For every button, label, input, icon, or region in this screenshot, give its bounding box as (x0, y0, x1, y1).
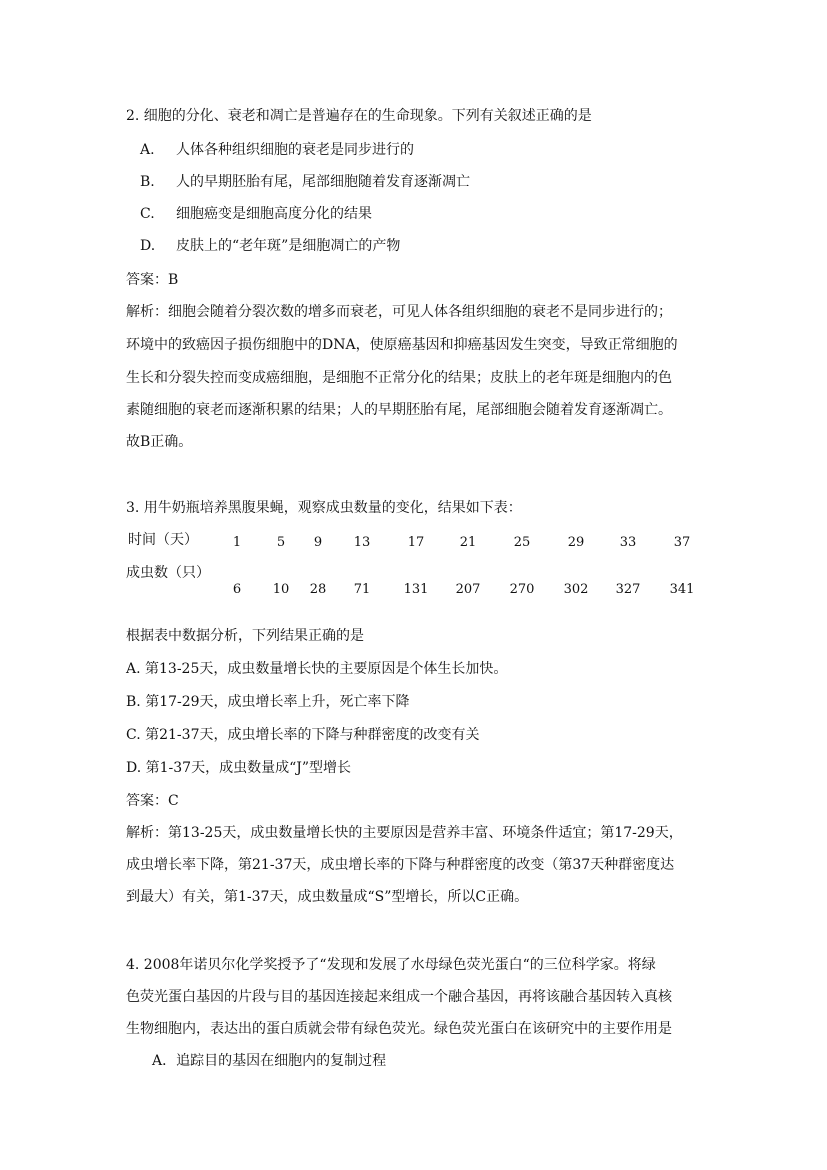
q4-stem-line: 生物细胞内，表达出的蛋白质就会带有绿色荧光。绿色荧光蛋白在该研究中的主要作用是 (126, 1021, 672, 1037)
q2-option-a-letter: A. (140, 142, 155, 158)
q2-option-c (140, 204, 372, 224)
q2-option-d-letter: D. (140, 238, 156, 254)
table-cell-day: 1 (232, 535, 242, 550)
q2-option-c-letter: C. (140, 206, 155, 222)
q3-analysis-line: 成虫增长率下降，第21-37天，成虫增长率的下降与种群密度的改变（第37天种群密度达 (126, 857, 675, 873)
table-cell-count: 131 (403, 582, 429, 597)
table-cell-count: 10 (272, 582, 290, 597)
q4-stem-line: 4. 2008年诺贝尔化学奖授予了“发现和发展了水母绿色荧光蛋白“的三位科学家。将绿 (126, 957, 656, 973)
table-cell-day: 21 (459, 535, 477, 550)
table-row-label-time: 时间（天） (128, 532, 198, 548)
q2-analysis-line: 生长和分裂失控而变成癌细胞，是细胞不正常分化的结果；皮肤上的老年斑是细胞内的色 (126, 370, 672, 386)
q2-option-a (140, 140, 414, 160)
table-cell-day: 33 (619, 535, 637, 550)
table-cell-count: 28 (309, 582, 327, 597)
q2-option-b (140, 172, 470, 192)
q4-option-a: A．追踪目的基因在细胞内的复制过程 (152, 1053, 387, 1069)
q2-option-c-text: 细胞癌变是细胞高度分化的结果 (176, 206, 372, 222)
table-cell-count: 327 (615, 582, 641, 597)
q2-option-a-text: 人体各种组织细胞的衰老是同步进行的 (176, 142, 414, 158)
q3-prompt: 根据表中数据分析，下列结果正确的是 (126, 628, 364, 644)
table-cell-count: 270 (509, 582, 535, 597)
table-cell-count: 302 (563, 582, 589, 597)
q3-option-d: D. 第1-37天，成虫数量成“J”型增长 (126, 760, 352, 776)
table-cell-day: 5 (276, 535, 286, 550)
q2-analysis-line: 故B正确。 (126, 434, 193, 450)
q3-analysis-line: 到最大）有关，第1-37天，成虫数量成“S”型增长，所以C正确。 (126, 889, 529, 905)
q2-option-b-text: 人的早期胚胎有尾，尾部细胞随着发育逐渐凋亡 (176, 174, 470, 190)
table-cell-count: 341 (669, 582, 695, 597)
q2-analysis-line: 素随细胞的衰老而逐渐积累的结果；人的早期胚胎有尾，尾部细胞会随着发育逐渐凋亡。 (126, 402, 672, 418)
q2-analysis-line: 环境中的致癌因子损伤细胞中的DNA，使原癌基因和抑癌基因发生突变，导致正常细胞的 (126, 337, 678, 353)
q2-option-d (140, 236, 400, 256)
table-row-label-count: 成虫数（只） (126, 565, 210, 581)
q2-answer: 答案：B (126, 272, 179, 288)
table-cell-day: 9 (313, 535, 323, 550)
table-cell-day: 17 (407, 535, 425, 550)
table-cell-count: 71 (353, 582, 371, 597)
q3-option-b: B. 第17-29天，成虫增长率上升，死亡率下降 (126, 694, 410, 710)
q3-option-c: C. 第21-37天，成虫增长率的下降与种群密度的改变有关 (126, 727, 480, 743)
q3-answer: 答案：C (126, 793, 179, 809)
q3-analysis-line: 解析：第13-25天，成虫数量增长快的主要原因是营养丰富、环境条件适宜；第17-29天， (126, 825, 683, 841)
q2-analysis-line: 解析：细胞会随着分裂次数的增多而衰老，可见人体各组织细胞的衰老不是同步进行的； (126, 304, 672, 320)
q3-stem: 3. 用牛奶瓶培养黑腹果蝇，观察成虫数量的变化，结果如下表： (126, 500, 522, 516)
q3-option-a: A. 第13-25天，成虫数量增长快的主要原因是个体生长加快。 (126, 661, 508, 677)
q2-option-d-text: 皮肤上的“老年斑”是细胞凋亡的产物 (176, 238, 401, 254)
table-cell-day: 37 (673, 535, 691, 550)
table-cell-day: 25 (513, 535, 531, 550)
q4-stem-line: 色荧光蛋白基因的片段与目的基因连接起来组成一个融合基因，再将该融合基因转入真核 (126, 989, 672, 1005)
table-cell-count: 6 (232, 582, 242, 597)
q2-stem: 2. 细胞的分化、衰老和凋亡是普遍存在的生命现象。下列有关叙述正确的是 (126, 108, 592, 124)
q2-option-b-letter: B. (140, 174, 155, 190)
table-cell-count: 207 (455, 582, 481, 597)
table-cell-day: 29 (567, 535, 585, 550)
table-cell-day: 13 (353, 535, 371, 550)
